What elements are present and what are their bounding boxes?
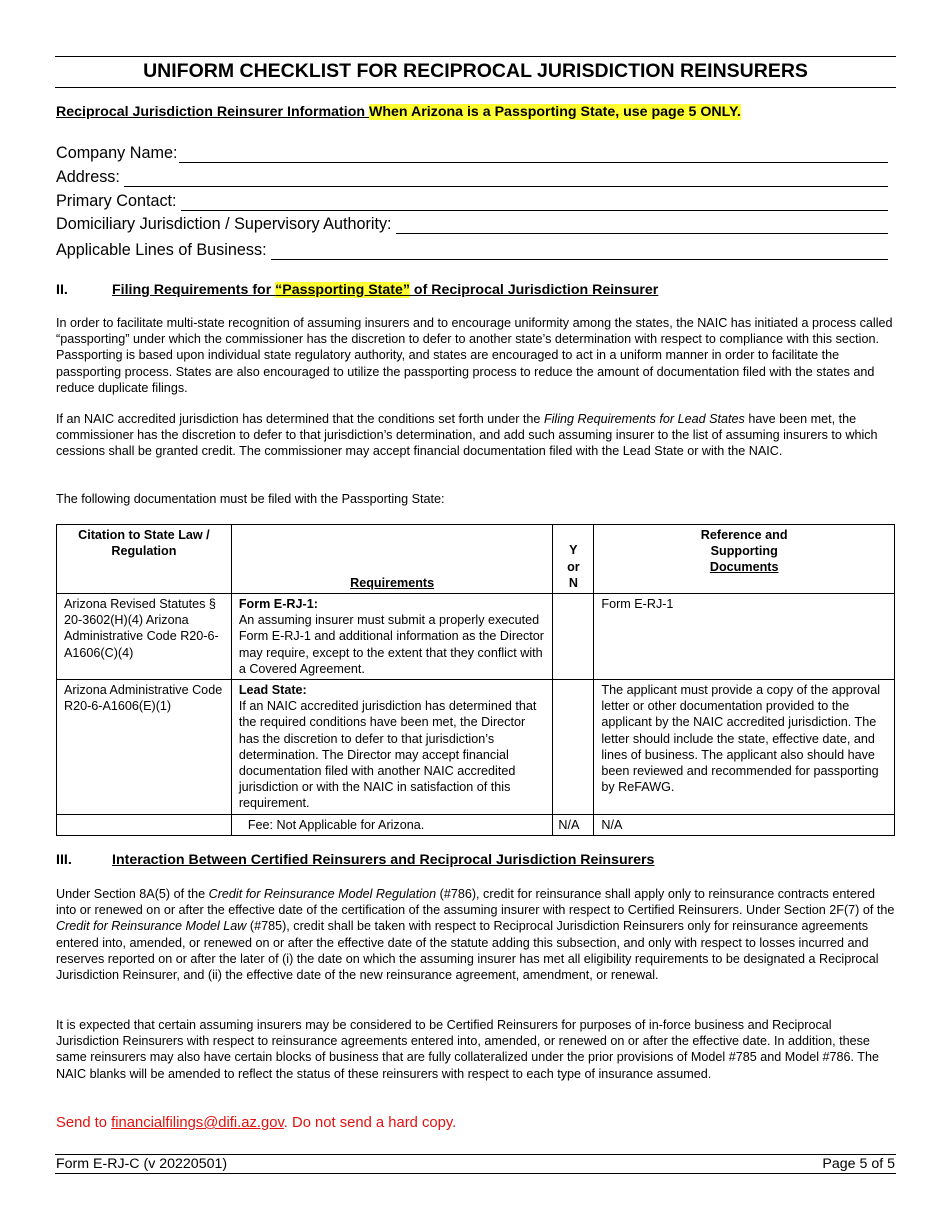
para-2-text-b: have been met, the commissioner has the discretion to defer to that jurisdiction’s determination, and add such assuming insurer to the list of assuming insurers to which cessions shall be granted credit. The commissioner may accept financial documentation filed with the Lead State or with the NAIC. — [56, 412, 878, 459]
domiciliary-field[interactable] — [56, 214, 888, 234]
header-ref-c: Documents — [709, 560, 779, 575]
info-heading-label: Reciprocal Jurisdiction Reinsurer Information — [56, 104, 369, 120]
table-row-fee — [57, 814, 895, 835]
lines-of-business-line[interactable] — [271, 245, 888, 260]
footer-rule — [55, 1154, 896, 1155]
header-or: or — [567, 559, 580, 574]
table-header-row — [57, 525, 895, 594]
fee-citation — [57, 814, 232, 835]
row-2-requirement — [231, 680, 553, 815]
row-1-req-body: An assuming insurer must submit a properly executed Form E-RJ-1 and additional information as the Director may require, except to the extent that they conflict with a Covered Agreement. — [238, 613, 545, 676]
primary-contact-line[interactable] — [181, 196, 888, 211]
domiciliary-label: Domiciliary Jurisdiction / Supervisory Authority: — [56, 215, 392, 233]
s3-p1-italic-2: Credit for Reinsurance Model Law — [56, 919, 247, 934]
domiciliary-line[interactable] — [396, 219, 888, 234]
row-2-reference: The applicant must provide a copy of the approval letter or other documentation provided to the applicant by the NAIC accredited jurisdiction. The letter should include the state, effective date, and lines of business. The applicant also should have been reviewed and recommended for passporting by ReFAWG. — [594, 680, 895, 815]
header-requirements-text: Requirements — [350, 575, 435, 590]
company-name-field[interactable] — [56, 143, 888, 163]
header-y: Y — [569, 543, 578, 558]
primary-contact-field[interactable] — [56, 191, 888, 211]
footer-form-id: Form E-RJ-C (v 20220501) — [56, 1156, 228, 1172]
address-field[interactable] — [56, 167, 888, 187]
header-ref-a: Reference and — [700, 528, 788, 542]
section-2-title-b: of Reciprocal Jurisdiction Reinsurer — [409, 282, 659, 298]
row-2-req-body: If an NAIC accredited jurisdiction has determined that the required conditions have been met, the Director has the discretion to defer to that jurisdiction’s determination. The Director may accept financial documentation filed with another NAIC accredited jurisdiction or with the NAIC in satisfaction of this requirement. — [238, 699, 537, 811]
s3-p1-c: (#785), credit shall be taken with respect to Reciprocal Jurisdiction Reinsurers only for reinsurance agreements entered into, amended, or renewed on or after the effective date of the statute adding this subsection, and only with respect to losses incurred and reserves reported on or after the later of (i) the date on which the assuming insurer has met all eligibility requirements to be designated a Reciprocal Jurisdiction Reinsurer, and (ii) the effective date of the new reinsurance agreement, amendment, or renewal. — [56, 919, 879, 983]
section-3-heading — [56, 852, 654, 868]
passport-highlight-note: When Arizona is a Passporting State, use page 5 ONLY. — [368, 104, 741, 120]
fee-label: Fee: Not Applicable for Arizona. — [231, 814, 553, 835]
row-1-req-title: Form E-RJ-1: — [238, 597, 318, 611]
row-1-requirement — [231, 594, 553, 680]
top-rule — [55, 56, 896, 57]
footer-bottom-rule — [55, 1173, 896, 1174]
primary-contact-label: Primary Contact: — [56, 192, 177, 210]
row-1-yn-cell[interactable] — [553, 594, 594, 680]
send-email-link[interactable]: financialfilings@difi.az.gov — [111, 1115, 284, 1131]
header-ref-b: Supporting — [710, 544, 778, 559]
section-2-title-a: Filing Requirements for — [112, 282, 276, 298]
section-2-heading — [56, 282, 658, 298]
title-rule — [55, 87, 896, 88]
s3-p1-italic-1: Credit for Reinsurance Model Regulation — [208, 887, 437, 901]
info-heading — [56, 104, 741, 120]
company-name-line[interactable] — [179, 148, 888, 163]
table-row — [57, 680, 895, 815]
section-3-title: Interaction Between Certified Reinsurers and Reciprocal Jurisdiction Reinsurers — [112, 852, 655, 868]
section-3-para-1 — [56, 886, 896, 983]
address-label: Address: — [56, 168, 120, 186]
header-n: N — [568, 575, 578, 590]
row-2-citation: Arizona Administrative Code R20-6-A1606(E)(1) — [57, 680, 232, 815]
fee-reference: N/A — [594, 814, 895, 835]
section-2-number: II. — [56, 282, 68, 298]
footer-page-number: Page 5 of 5 — [822, 1156, 895, 1172]
table-row — [57, 594, 895, 680]
section-2-para-1: In order to facilitate multi-state recognition of assuming insurers and to encourage uniformity among the states, the NAIC has initiated a process called “passporting” under which the commissioner has the discretion to defer to another state’s determination with respect to compliance with this section. Passporting is based upon individual state regulatory authority, and states are encouraged to act in a uniform manner in order to facilitate the passporting process. States are also encouraged to utilize the passporting process to reduce the amount of documentation filed with the states and reduce duplicate filings. — [56, 316, 893, 395]
header-yn — [553, 525, 594, 594]
send-prefix: Send to — [56, 1115, 112, 1131]
section-3-para-2: It is expected that certain assuming insurers may be considered to be Certified Reinsurers for purposes of in-force business and Reciprocal Jurisdiction Reinsurers with respect to reinsurance agreements entered into, amended, or renewed on or after the effective date. In addition, these same reinsurers may also have certain blocks of business that are fully collateralized under the prior provisions of Model #785 and Model #786. The NAIC blanks will be amended to reflect the status of these reinsurers with respect to each type of insurance assumed. — [56, 1018, 880, 1081]
fee-yn: N/A — [553, 814, 594, 835]
section-2-para-3: The following documentation must be filed with the Passporting State: — [56, 492, 445, 506]
s3-p1-b: (#786), credit for reinsurance shall apply only to reinsurance contracts entered into or renewed on or after the effective date of the certification of the assuming insurer with respect to Certified Reinsurers. Under Section 2F(7) of the — [56, 887, 895, 918]
section-3-number: III. — [56, 852, 72, 868]
send-suffix: . Do not send a hard copy. — [283, 1115, 457, 1131]
row-2-yn-cell[interactable] — [553, 680, 594, 815]
send-instructions — [56, 1114, 896, 1132]
address-line[interactable] — [124, 172, 888, 187]
lines-of-business-field[interactable] — [56, 240, 888, 260]
company-name-label: Company Name: — [56, 144, 178, 162]
section-2-para-2 — [56, 411, 896, 460]
header-citation: Citation to State Law / Regulation — [57, 525, 232, 594]
section-2-title — [112, 282, 658, 298]
header-reference — [594, 525, 895, 594]
row-2-req-title: Lead State: — [238, 683, 307, 698]
section-2-title-highlight: “Passporting State” — [275, 282, 410, 298]
page-title: UNIFORM CHECKLIST FOR RECIPROCAL JURISDICTION REINSURERS — [143, 60, 808, 82]
row-1-reference: Form E-RJ-1 — [594, 594, 895, 680]
lines-of-business-label: Applicable Lines of Business: — [56, 241, 267, 259]
header-requirements — [231, 525, 553, 594]
row-1-citation: Arizona Revised Statutes § 20-3602(H)(4) Arizona Administrative Code R20-6-A1606(C)(4) — [57, 594, 232, 680]
requirements-table — [56, 524, 895, 836]
para-2-text-a: If an NAIC accredited jurisdiction has determined that the conditions set forth under the — [56, 412, 544, 426]
para-2-italic: Filing Requirements for Lead States — [543, 412, 745, 426]
s3-p1-a: Under Section 8A(5) of the — [56, 887, 209, 901]
